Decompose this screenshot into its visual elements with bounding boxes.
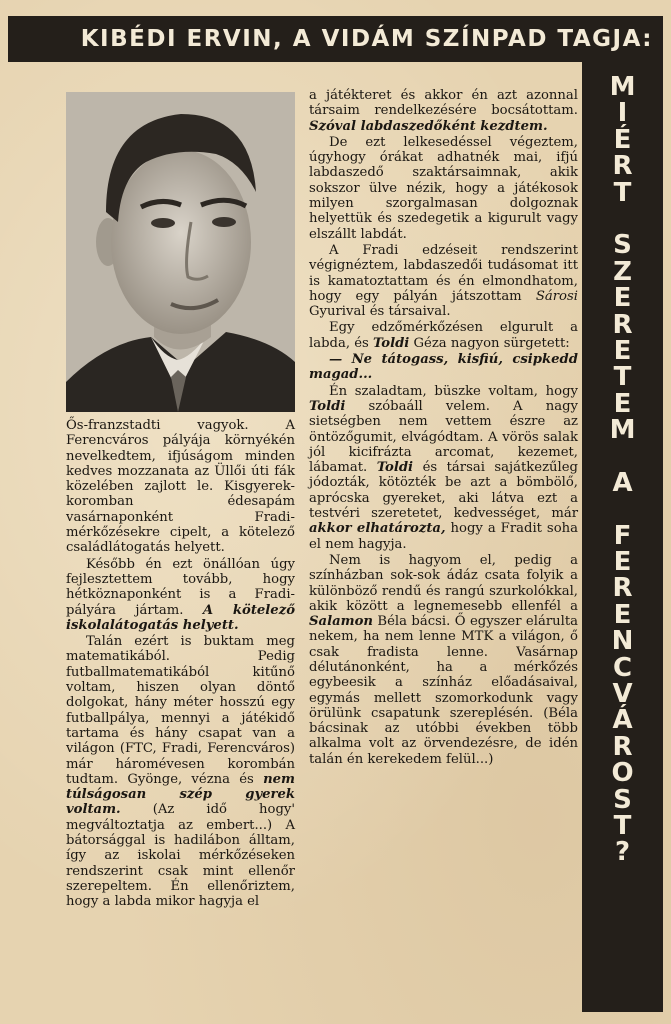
side-title-letter: T bbox=[613, 177, 632, 208]
side-title-letter: S bbox=[613, 784, 632, 815]
emphasis-text: A kötelező iskolalátogatás helyett. bbox=[66, 602, 295, 633]
paragraph-text: (Az idő hogy' megváltoztatja az embert...) A bátorsággal is hadilábon álltam, így az iskolai mérkőzéseken rendszerint csak mint ellenőr szerepeltem. Én ellenőriztem, hogy a labda mikor hagyja el bbox=[66, 802, 295, 910]
side-title-letter: S bbox=[613, 230, 632, 261]
side-title-letter: Á bbox=[612, 705, 633, 736]
paragraph bbox=[309, 553, 578, 767]
paragraph bbox=[309, 243, 578, 319]
paragraph bbox=[66, 634, 295, 909]
side-title-letter: ? bbox=[614, 837, 631, 868]
side-title-letter: É bbox=[613, 124, 632, 155]
name-text: Sárosi bbox=[535, 288, 578, 304]
paragraph-text: a játékteret és akkor én azt azonnal társaim rendelkezésére bocsátottam. bbox=[309, 88, 578, 119]
text-column-2 bbox=[309, 88, 578, 768]
side-title-letter bbox=[618, 496, 627, 522]
paragraph bbox=[309, 88, 578, 134]
emphasis-text: nem túlságosan szép gyerek voltam. bbox=[66, 771, 295, 818]
side-title-letter bbox=[618, 443, 627, 469]
side-title-letter: E bbox=[613, 335, 632, 366]
side-title-letter: M bbox=[609, 72, 636, 102]
page-title: KIBÉDI ERVIN, A VIDÁM SZÍNPAD TAGJA: bbox=[80, 26, 653, 52]
portrait-photo bbox=[66, 92, 295, 412]
paragraph-text: Géza nagyon sürgetett: bbox=[409, 335, 570, 351]
side-title-letter: R bbox=[612, 151, 633, 182]
side-title-letter: E bbox=[613, 388, 632, 419]
side-banner bbox=[582, 62, 663, 1012]
paragraph-text: és társai sajátkezűleg jódozták, kötözték be azt a bömbölő, aprócska gyereket, aki látva ezt a testvéri szeretetet, kedvességet, már bbox=[309, 460, 578, 522]
side-title-letter: N bbox=[611, 626, 634, 657]
side-title-letter: R bbox=[612, 309, 633, 340]
paragraph-text: Később én ezt önállóan úgy fejlesztettem tovább, hogy hétköznaponként is a Fradi-pályára jártam. bbox=[66, 556, 295, 618]
paragraph-text: szóbaáll velem. A nagy sietségben nem vettem észre az öntözőgumit, elvágódtam. A vörös salak jól kicifrázta arcomat, kezemet, lábamat. bbox=[309, 398, 578, 476]
emphasis-text: Szóval labdaszedőként kezdtem. bbox=[309, 118, 548, 134]
paragraph-text: Nem is hagyom el, pedig a színházban sok-sok ádáz csata folyik a különböző rendű és rangú szurkolókkal, akik között a legnemesebb ellenfél a bbox=[309, 552, 578, 614]
side-title-letter: R bbox=[612, 731, 633, 762]
paragraph: De ezt lelkesedéssel végeztem, úgyhogy órákat adhatnék mai, ifjú labdaszedő szaktársaimnak, akik sokszor ülve nézik, hogy a játékosok milyen szorgalmasan dolgoznak helyettük és szedegetik a kigurult vagy elszállt labdát. bbox=[309, 134, 578, 242]
paragraph-text: Talán ezért is buktam meg matematikából. Pedig futballmatematikából kitűnő voltam, hiszen olyan döntő dolgokat, hány méter hosszú egy futballpálya, mennyi a játékidő tartama és hány csapat van a világon (FTC, Fradi, Ferencváros) már háromévesen korombán tudtam. Gyönge, vézna és bbox=[66, 634, 295, 787]
side-title-letter: V bbox=[612, 678, 633, 709]
side-title-letter: T bbox=[613, 362, 632, 393]
side-title-letter bbox=[618, 206, 627, 232]
paragraph bbox=[66, 557, 295, 633]
side-title-letter: T bbox=[613, 810, 632, 841]
paragraph-text: Béla bácsi. Ő egyszer elárulta nekem, ha nem lenne MTK a világon, ő csak fradista lenne. Vasárnap délutánonként, ha a mérkőzés egybeesik a színház előadásaival, egymás mellett szomorkodunk vagy örülünk csapatunk szereplésén. (Béla bácsinak az utóbbi években több alkalma volt az örvendezésre, de idén talán én kerekedem felül...) bbox=[309, 614, 578, 767]
side-title-letter: F bbox=[613, 520, 632, 551]
quote: — Ne tátogass, kisfiú, csipkedd magad... bbox=[309, 352, 578, 383]
text-column-1 bbox=[66, 418, 295, 911]
portrait-illustration bbox=[66, 92, 295, 412]
paragraph-text: Én szaladtam, büszke voltam, hogy bbox=[329, 383, 578, 399]
name-text: Salamon bbox=[309, 614, 373, 630]
side-title-letter: I bbox=[617, 98, 628, 129]
paragraph-text: hogy a Fradit soha el nem hagyja. bbox=[309, 521, 578, 552]
name-text: Toldi bbox=[376, 460, 414, 476]
side-title-letter: O bbox=[611, 758, 634, 789]
side-title-letter: C bbox=[612, 652, 633, 683]
name-text: Toldi bbox=[309, 398, 346, 414]
side-title-letter: E bbox=[613, 547, 632, 578]
paragraph-text: Gyurival és társaival. bbox=[309, 304, 451, 320]
side-title-letter: E bbox=[613, 599, 632, 630]
side-title-letter: R bbox=[612, 573, 633, 604]
side-title-letter: E bbox=[613, 283, 632, 314]
paragraph: Ős-franzstadti vagyok. A Ferencváros pályája környékén nevelkedtem, ifjúságom minden kedves mozzanata az Üllői úti fák közelében zajlott le. Kisgyerek-koromban édesapám vasárnaponként Fradi-mérkőzésekre cipelt, a kötelező családlátogatás helyett. bbox=[66, 418, 295, 556]
name-text: Toldi bbox=[372, 335, 410, 351]
paragraph-text: Egy edzőmérkőzésen elgurult a labda, és bbox=[309, 320, 578, 351]
side-title-letter: A bbox=[612, 467, 633, 498]
side-title-letter: Z bbox=[613, 256, 632, 287]
paragraph-text: A Fradi edzéseit rendszerint végignéztem, labdaszedői tudásomat itt is kamatoztattam és én elmondhatom, hogy egy pályán játszottam bbox=[309, 242, 578, 304]
side-title-letter: M bbox=[609, 415, 636, 446]
emphasis-text: akkor elhatározta, bbox=[309, 521, 446, 537]
paragraph bbox=[309, 384, 578, 552]
paragraph bbox=[309, 320, 578, 351]
header-banner bbox=[8, 16, 663, 62]
